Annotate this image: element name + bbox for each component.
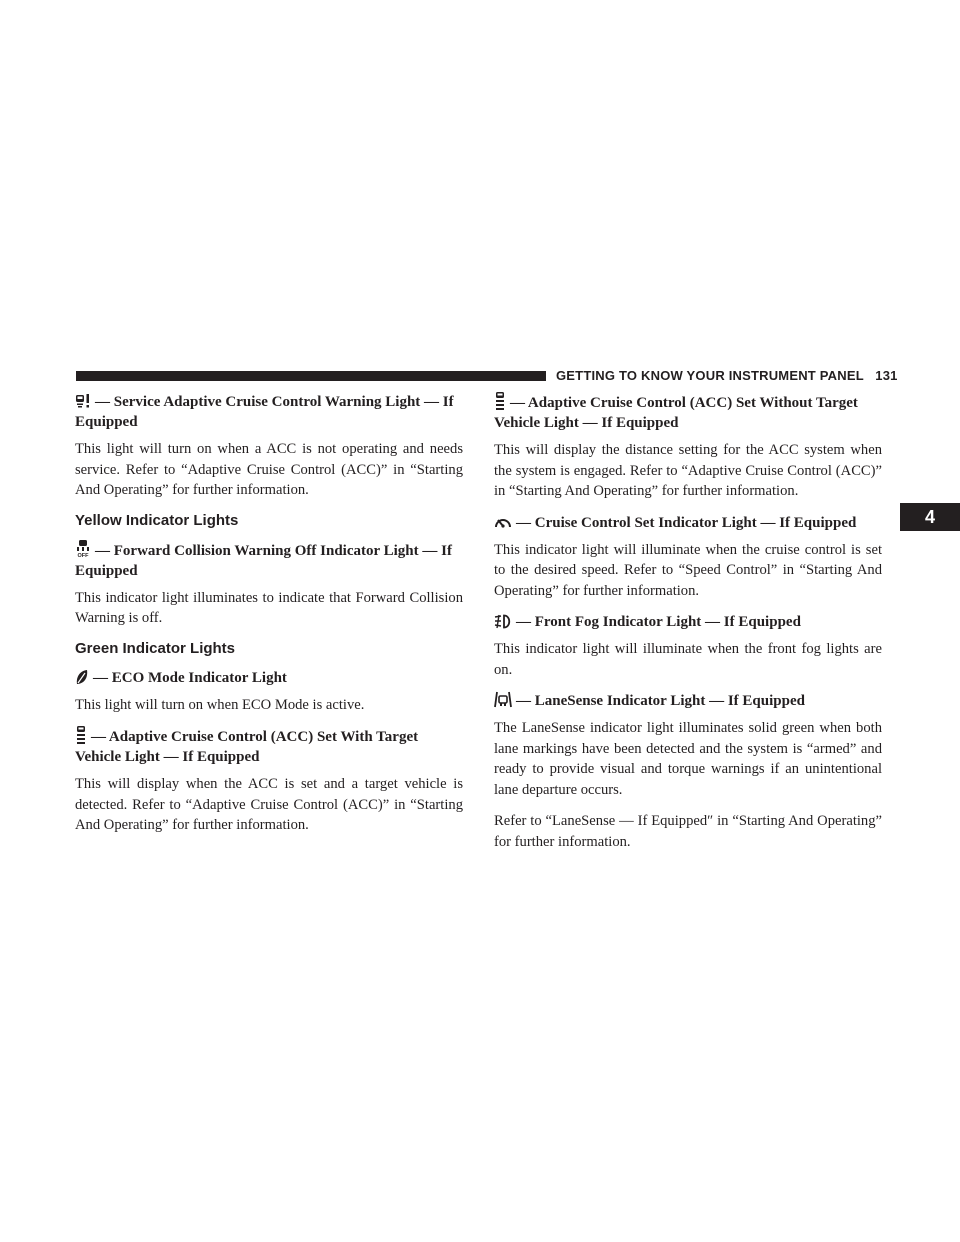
header-rule <box>76 371 546 381</box>
yellow-indicator-heading: Yellow Indicator Lights <box>75 511 239 529</box>
page-number: 131 <box>875 368 898 383</box>
forward-collision-off-icon <box>75 540 91 558</box>
entry-title-cruise-set: — Cruise Control Set Indicator Light — If Equipped <box>494 513 882 533</box>
entry-title-fcw-off: OFF — Forward Collision Warning Off Indicator Light — If Equipped <box>75 540 463 581</box>
right-column <box>494 392 882 863</box>
left-column <box>75 392 463 847</box>
entry-title-lanesense: — LaneSense Indicator Light — If Equipped <box>494 691 882 711</box>
acc-without-target-icon <box>494 392 506 410</box>
acc-service-warning-icon <box>75 393 91 409</box>
front-fog-icon <box>494 614 512 629</box>
entry-title-service-acc: — Service Adaptive Cruise Control Warning Light — If Equipped <box>75 394 454 430</box>
entry-body-front-fog: This indicator light will illuminate when the front fog lights are on. <box>494 641 882 678</box>
entry-body-service-acc: This light will turn on when a ACC is not operating and needs service. Refer to “Adaptive Cruise Control (ACC)” in “Starting And Operating” for further information. <box>75 441 463 498</box>
entry-body-acc-without-target: This will display the distance setting for the ACC system when the system is engaged. Refer to “Adaptive Cruise Control (ACC)” in “Starting And Operating” for further information. <box>494 442 882 499</box>
entry-body-lanesense: The LaneSense indicator light illuminates solid green when both lane markings have been detected and the system is “armed” and ready to provide visual and torque warnings if an unintentional lane departure occurs. <box>494 720 882 798</box>
entry-body-acc-with-target: This will display when the ACC is set and a target vehicle is detected. Refer to “Adaptive Cruise Control (ACC)” in “Starting And Operating” for further information. <box>75 776 463 833</box>
eco-leaf-icon <box>75 669 89 685</box>
entry-title-acc-without-target: — Adaptive Cruise Control (ACC) Set Without Target Vehicle Light — If Equipped <box>494 392 882 433</box>
running-title: GETTING TO KNOW YOUR INSTRUMENT PANEL <box>556 368 864 383</box>
fcw-off-icon-label: OFF <box>77 552 89 558</box>
entry-body-fcw-off: This indicator light illuminates to indicate that Forward Collision Warning is off. <box>75 589 463 626</box>
entry-body-cruise-set: This indicator light will illuminate when the cruise control is set to the desired speed. Refer to “Speed Control” in “Starting And Operating” for further information. <box>494 541 882 599</box>
entry-title-front-fog: — Front Fog Indicator Light — If Equipped <box>494 612 882 632</box>
lanesense-icon <box>494 691 512 708</box>
entry-title-eco: — ECO Mode Indicator Light <box>75 668 463 688</box>
entry-title-acc-with-target: — Adaptive Cruise Control (ACC) Set With Target Vehicle Light — If Equipped <box>75 726 463 767</box>
entry-body-eco: This light will turn on when ECO Mode is active. <box>75 696 365 713</box>
speedometer-icon <box>494 516 512 530</box>
acc-with-target-icon <box>75 726 87 744</box>
green-indicator-heading: Green Indicator Lights <box>75 639 236 657</box>
entry-body-lanesense-refer: Refer to “LaneSense — If Equipped″ in “Starting And Operating” for further information. <box>494 813 882 850</box>
running-header <box>556 368 898 383</box>
chapter-tab: 4 <box>900 503 960 531</box>
